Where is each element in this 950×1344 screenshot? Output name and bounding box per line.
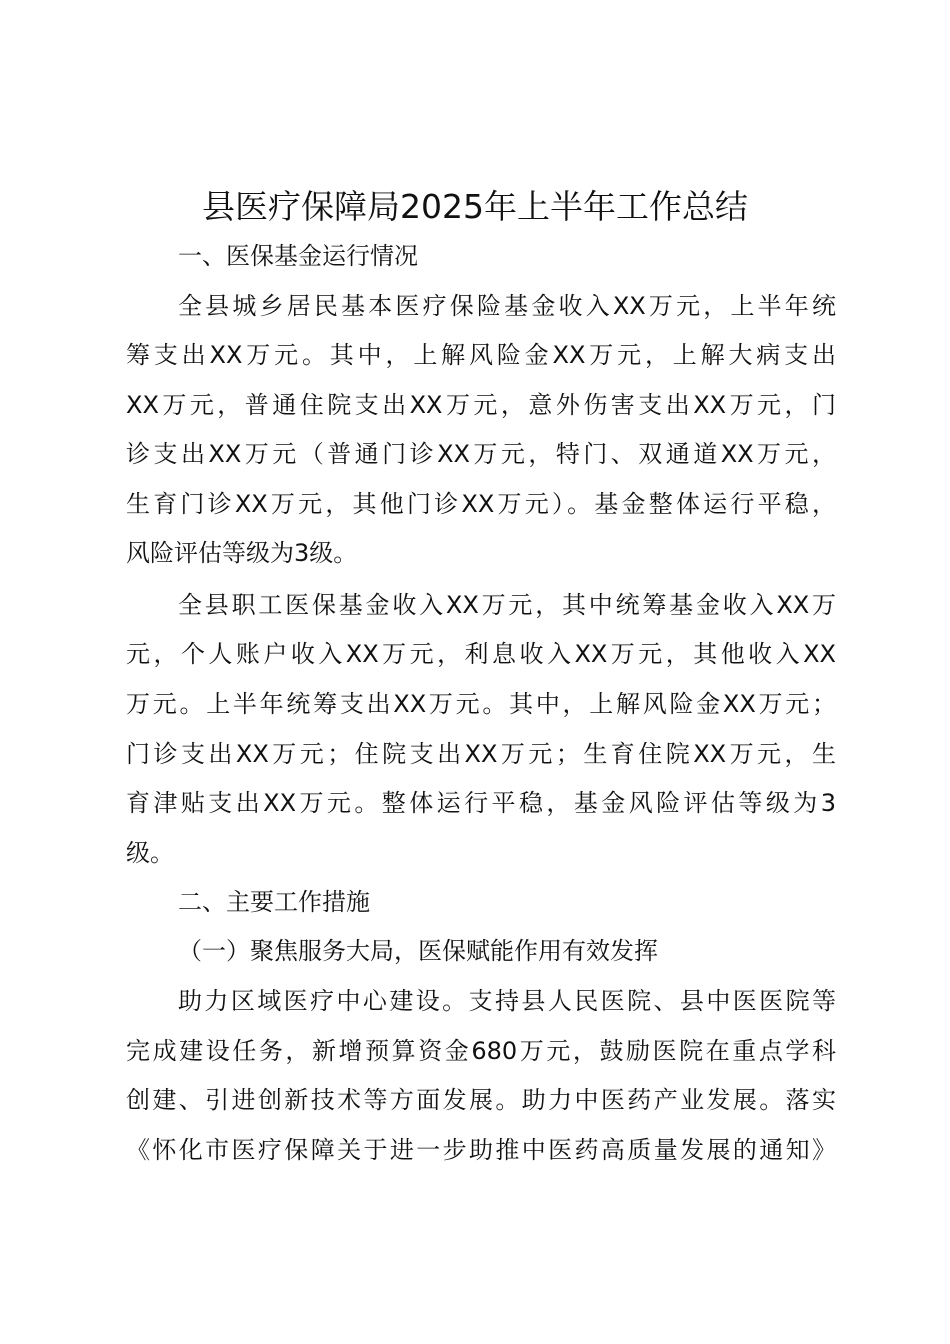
paragraph-line: 级。 bbox=[126, 839, 174, 867]
paragraph-line: 创建、引进创新技术等方面发展。助力中医药产业发展。落实 bbox=[126, 1086, 836, 1114]
paragraph-line: 助力区域医疗中心建设。支持县人民医院、县中医医院等 bbox=[178, 987, 836, 1015]
paragraph-line: 诊支出XX万元（普通门诊XX万元，特门、双通道XX万元， bbox=[126, 440, 836, 468]
paragraph-line: 万元。上半年统筹支出XX万元。其中，上解风险金XX万元； bbox=[126, 690, 836, 718]
paragraph-line: 全县职工医保基金收入XX万元，其中统筹基金收入XX万 bbox=[178, 591, 836, 619]
paragraph-line: 育津贴支出XX万元。整体运行平稳，基金风险评估等级为3 bbox=[126, 789, 836, 817]
paragraph-line: 生育门诊XX万元，其他门诊XX万元）。基金整体运行平稳， bbox=[126, 490, 836, 518]
paragraph-line: 元，个人账户收入XX万元，利息收入XX万元，其他收入XX bbox=[126, 640, 836, 668]
paragraph-line: 全县城乡居民基本医疗保险基金收入XX万元，上半年统 bbox=[178, 292, 836, 320]
document-title: 县医疗保障局2025年上半年工作总结 bbox=[202, 187, 748, 226]
paragraph-line: XX万元，普通住院支出XX万元，意外伤害支出XX万元，门 bbox=[126, 391, 836, 419]
subheading-service-focus: （一）聚焦服务大局，医保赋能作用有效发挥 bbox=[178, 937, 658, 965]
paragraph-line: 风险评估等级为3级。 bbox=[126, 539, 358, 567]
paragraph-line: 完成建设任务，新增预算资金680万元，鼓励医院在重点学科 bbox=[126, 1037, 836, 1065]
paragraph-line: 门诊支出XX万元；住院支出XX万元；生育住院XX万元，生 bbox=[126, 740, 836, 768]
paragraph-line: 筹支出XX万元。其中，上解风险金XX万元，上解大病支出 bbox=[126, 341, 836, 369]
paragraph-line: 《怀化市医疗保障关于进一步助推中医药高质量发展的通知》 bbox=[126, 1136, 836, 1164]
section-heading-main-measures: 二、主要工作措施 bbox=[178, 888, 370, 916]
section-heading-fund-operation: 一、医保基金运行情况 bbox=[178, 242, 418, 270]
